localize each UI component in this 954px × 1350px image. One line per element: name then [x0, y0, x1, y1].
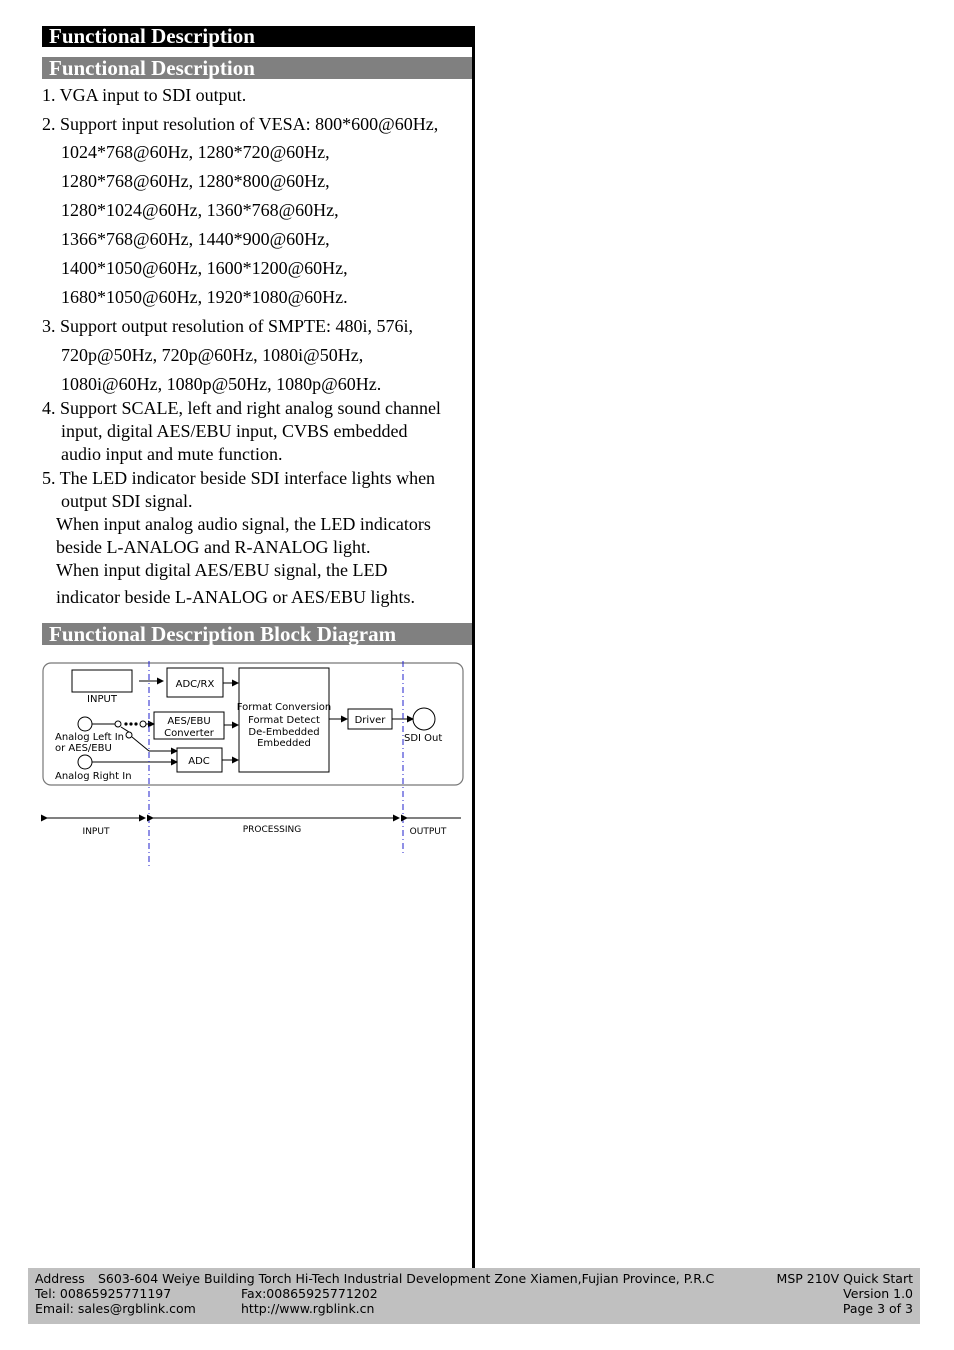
- list-item: 3. Support output resolution of SMPTE: 480i, 576i,: [42, 316, 414, 336]
- analog-left-label-1: Analog Left In: [55, 732, 125, 743]
- aes-label-2: Converter: [164, 728, 214, 739]
- list-item-continuation: 1280*768@60Hz, 1280*800@60Hz,: [61, 171, 330, 191]
- footer-fax: Fax:00865925771202: [241, 1286, 378, 1301]
- list-item-note: When input analog audio signal, the LED indicators: [56, 514, 431, 534]
- list-item-continuation: 1080i@60Hz, 1080p@50Hz, 1080p@60Hz.: [61, 374, 382, 394]
- footer-page-number: Page 3 of 3: [842, 1301, 913, 1316]
- footer-email: Email: sales@rgblink.com: [35, 1301, 196, 1316]
- list-item-note: indicator beside L-ANALOG or AES/EBU lights.: [56, 587, 415, 607]
- page-footer: [28, 1268, 920, 1324]
- footer-tel: Tel: 00865925771197: [35, 1286, 172, 1301]
- adc-rx-label: ADC/RX: [175, 679, 215, 690]
- analog-left-label-2: or AES/EBU: [55, 743, 112, 754]
- list-item: 2. Support input resolution of VESA: 800*600@60Hz,: [42, 114, 439, 134]
- footer-version: Version 1.0: [843, 1286, 913, 1301]
- format-label-2: Format Detect: [248, 715, 320, 726]
- adc-label: ADC: [188, 756, 210, 767]
- footer-website: http://www.rgblink.cn: [241, 1301, 375, 1316]
- list-item: 1. VGA input to SDI output.: [42, 85, 247, 105]
- sdi-out-connector: [413, 708, 435, 730]
- sdi-out-label: SDI Out: [404, 733, 443, 744]
- input-box: [72, 670, 132, 692]
- list-item: 4. Support SCALE, left and right analog sound channel: [42, 398, 441, 418]
- list-item-continuation: 1280*1024@60Hz, 1360*768@60Hz,: [61, 200, 339, 220]
- zone-output-label: OUTPUT: [409, 827, 447, 837]
- footer-address: S603-604 Weiye Building Torch Hi-Tech Industrial Development Zone Xiamen,Fujian Province, P.R.C: [98, 1271, 715, 1286]
- analog-right-connector: [78, 755, 92, 769]
- footer-address-label: Address: [35, 1271, 85, 1286]
- format-label-1: Format Conversion: [236, 702, 332, 713]
- list-item-continuation: 1400*1050@60Hz, 1600*1200@60Hz,: [61, 258, 348, 278]
- list-item-continuation: input, digital AES/EBU input, CVBS embedded: [61, 421, 408, 441]
- section-heading-functional-description: Functional Description: [42, 57, 472, 79]
- column-divider: [472, 26, 475, 1268]
- list-item-continuation: 1366*768@60Hz, 1440*900@60Hz,: [61, 229, 330, 249]
- driver-label: Driver: [354, 715, 386, 726]
- analog-right-label: Analog Right In: [55, 771, 132, 782]
- aes-label-1: AES/EBU: [167, 716, 211, 727]
- zone-processing-label: PROCESSING: [242, 825, 302, 835]
- format-label-3: De-Embedded: [248, 727, 320, 738]
- input-label: INPUT: [87, 694, 117, 705]
- footer-doc-title: MSP 210V Quick Start: [776, 1271, 913, 1286]
- list-item-note: beside L-ANALOG and R-ANALOG light.: [56, 537, 371, 557]
- list-item-continuation: 1680*1050@60Hz, 1920*1080@60Hz.: [61, 287, 348, 307]
- list-item-continuation: 720p@50Hz, 720p@60Hz, 1080i@50Hz,: [61, 345, 364, 365]
- list-item-note: When input digital AES/EBU signal, the LED: [56, 560, 388, 580]
- list-item-continuation: 1024*768@60Hz, 1280*720@60Hz,: [61, 142, 330, 162]
- section-heading-black: Functional Description: [42, 26, 472, 47]
- format-label-4: Embedded: [257, 738, 311, 749]
- analog-left-connector: [78, 717, 92, 731]
- list-item-continuation: output SDI signal.: [61, 491, 193, 511]
- list-item-continuation: audio input and mute function.: [61, 444, 283, 464]
- zone-input-label: INPUT: [82, 827, 110, 837]
- block-diagram: [38, 656, 468, 868]
- section-heading-block-diagram: Functional Description Block Diagram: [42, 623, 472, 645]
- list-item: 5. The LED indicator beside SDI interface lights when: [42, 468, 436, 488]
